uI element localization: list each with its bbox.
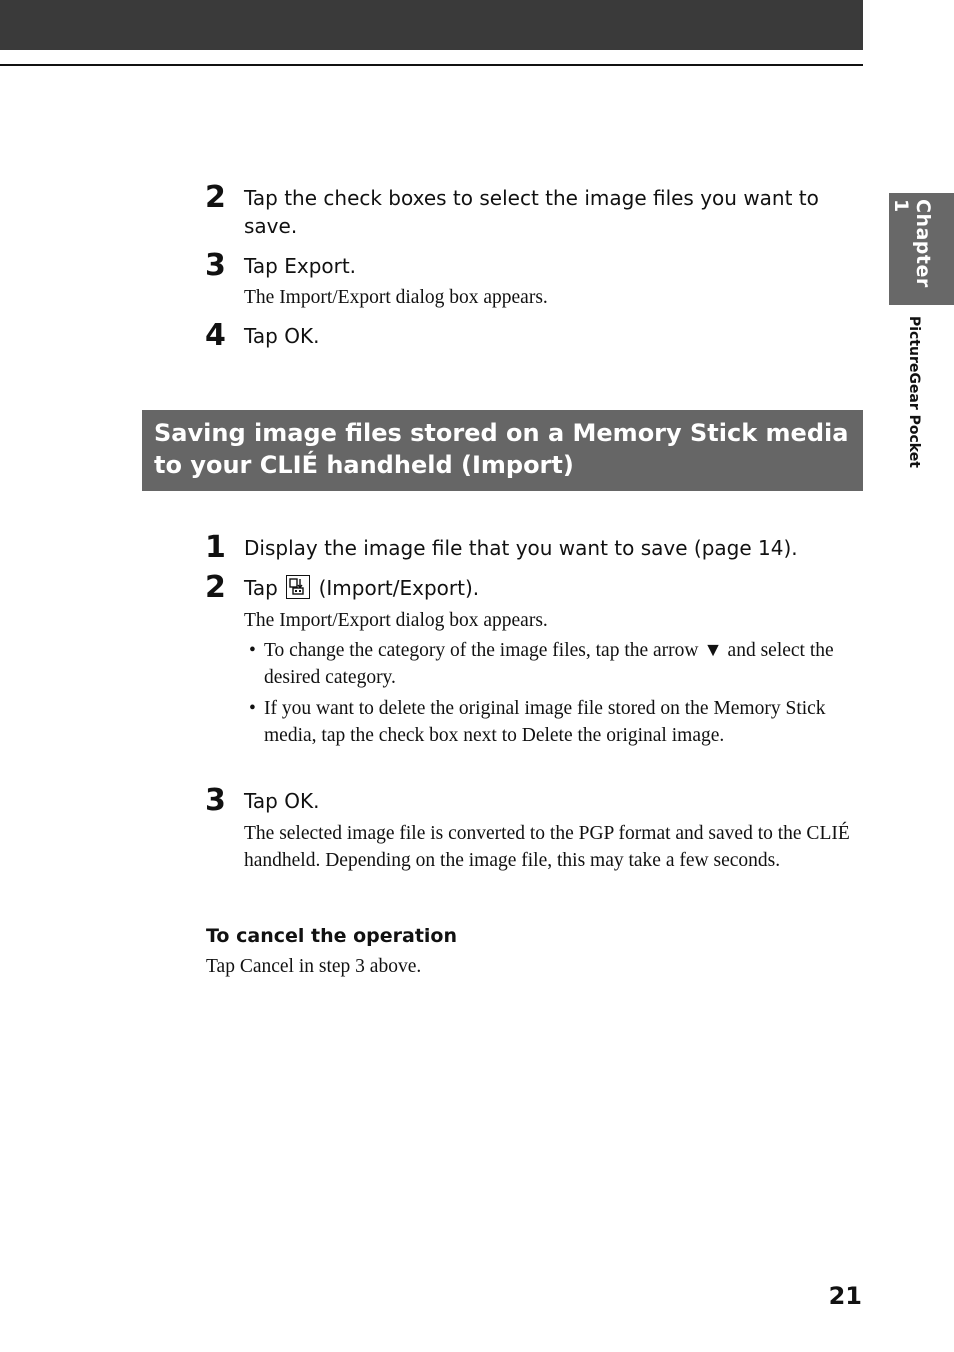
- step-detail: The Import/Export dialog box appears.: [244, 610, 548, 631]
- step-text: Tap the check boxes to select the image files you want to save.: [244, 186, 819, 238]
- cancel-body: Tap Cancel in step 3 above.: [206, 956, 422, 977]
- step-text-before-icon: Tap: [244, 576, 278, 600]
- import-export-icon: [286, 575, 310, 599]
- page-number: 21: [828, 1282, 862, 1310]
- step-text: Tap Export.: [244, 254, 357, 278]
- step-text: [244, 574, 844, 602]
- step-detail: The Import/Export dialog box appears.: [244, 287, 548, 308]
- step-number: 4: [205, 318, 226, 353]
- step-text: Tap OK.: [244, 789, 320, 813]
- step-text: Tap OK.: [244, 324, 320, 348]
- list-item: [249, 637, 849, 691]
- bullet-text: To change the category of the image files, tap the arrow ▼ and select the desired category.: [264, 640, 834, 688]
- step-number: 3: [205, 783, 226, 818]
- step-number: 2: [205, 570, 226, 605]
- step-number: 2: [205, 180, 226, 215]
- step-number: 3: [205, 248, 226, 283]
- cancel-heading: To cancel the operation: [206, 925, 458, 947]
- chapter-tab-label: Chapter 1: [890, 199, 934, 288]
- step-detail: The selected image file is converted to the PGP format and saved to the CLIÉ handheld. Depending on the image file, this may take a few seconds.: [244, 823, 850, 871]
- section-heading: Saving image files stored on a Memory Stick media to your CLIÉ handheld (Import): [142, 410, 863, 491]
- step-number: 1: [205, 530, 226, 565]
- step-text: Display the image file that you want to save (page 14).: [244, 536, 798, 560]
- bullet-icon: •: [249, 698, 256, 719]
- bullet-icon: •: [249, 640, 256, 661]
- header-rule: [0, 64, 863, 66]
- section-side-label: PictureGear Pocket: [906, 316, 922, 468]
- step-text-after-icon: (Import/Export).: [318, 576, 480, 600]
- bullet-text: If you want to delete the original image file stored on the Memory Stick media, tap the check box next to Delete the original image.: [264, 698, 826, 746]
- header-bar: [0, 0, 863, 50]
- list-item: [249, 695, 849, 749]
